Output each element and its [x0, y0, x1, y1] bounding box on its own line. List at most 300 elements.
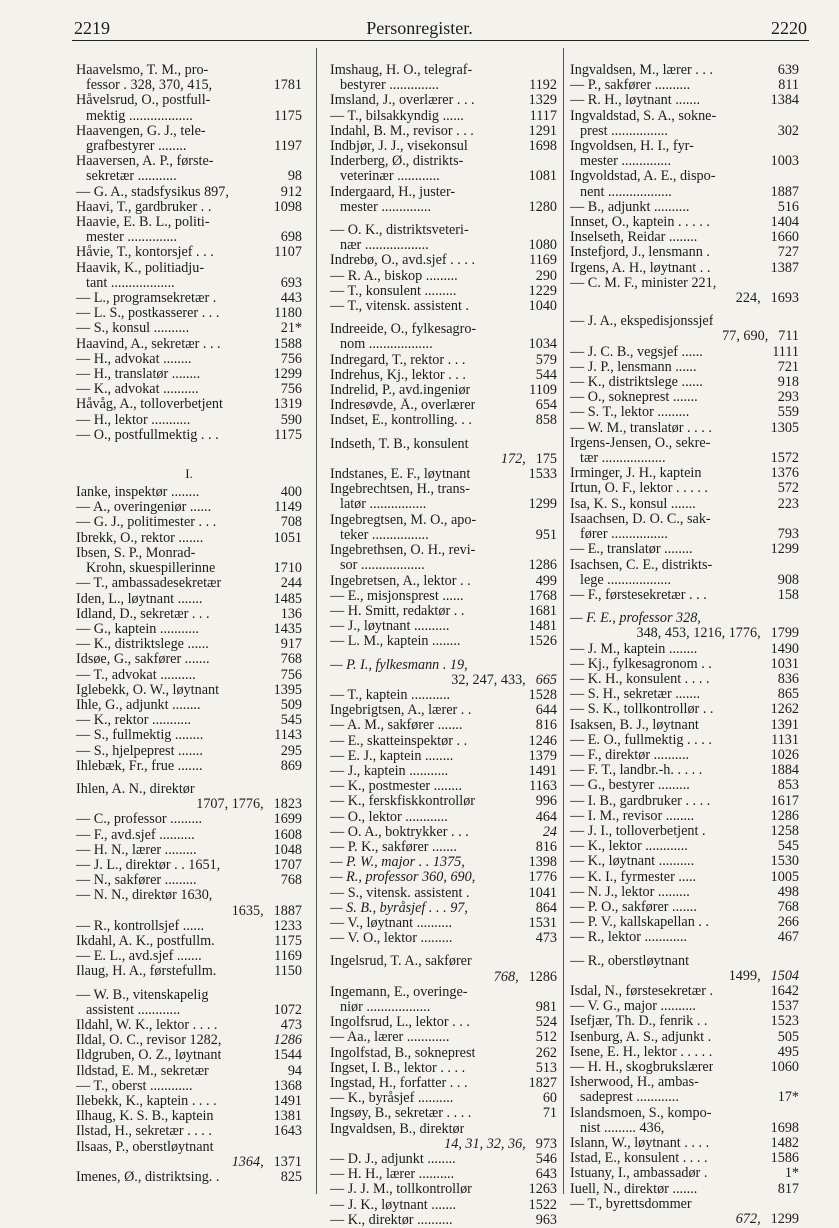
entry-text: — G. A., stadsfysikus 897, — [76, 184, 229, 200]
index-entry — [330, 368, 557, 383]
entry-text: Ildahl, W. K., lektor . . . . — [76, 1017, 218, 1033]
index-entry — [330, 558, 557, 573]
page-reference: 644 — [535, 702, 557, 719]
page-reference: 864 — [535, 899, 557, 916]
index-entry — [330, 985, 557, 1000]
index-entry — [570, 824, 799, 839]
index-column-2 — [330, 63, 557, 1228]
entry-text: Ingvaldsen, M., lærer . . . — [570, 63, 714, 78]
index-entry — [570, 276, 799, 291]
entry-text: Indregard, T., rektor . . . — [330, 352, 466, 368]
index-entry — [570, 512, 799, 527]
page-reference: 816 — [535, 717, 557, 734]
page-reference: 1608 — [273, 826, 302, 843]
page-reference: 1781 — [273, 77, 302, 94]
index-entry — [76, 154, 302, 169]
index-entry — [570, 329, 799, 344]
entry-text: — R. H., løytnant ....... — [570, 93, 701, 109]
entry-text: Ikdahl, A. K., postfullm. — [76, 933, 215, 949]
index-entry — [570, 390, 799, 405]
index-entry — [330, 284, 557, 299]
entry-text: — R., professor 360, 690, — [330, 870, 476, 886]
entry-text: Indrebø, O., avd.sjef . . . . — [330, 253, 475, 269]
index-entry — [330, 93, 557, 108]
entry-text: — H., advokat ........ — [76, 351, 192, 367]
page-reference: 1163 — [529, 778, 557, 795]
page-reference: 1379 — [528, 747, 557, 764]
page-reference: 1233 — [273, 917, 302, 934]
entry-text: — P. I., fylkesmann . 19, — [330, 657, 468, 673]
page-reference: 1887 — [770, 183, 799, 200]
index-entry — [76, 858, 302, 873]
page-reference: 825 — [280, 1169, 302, 1186]
entry-text: — F., direktør .......... — [570, 747, 690, 763]
page-reference: 1371 — [273, 1153, 302, 1170]
index-entry — [330, 1122, 557, 1137]
index-entry — [570, 405, 799, 420]
index-entry — [76, 713, 302, 728]
page-reference: 1526 — [528, 633, 557, 650]
entry-text: — S., konsul .......... — [76, 321, 190, 337]
spacer — [330, 215, 557, 223]
page-reference: 1246 — [528, 732, 557, 749]
entry-text: Ihlebæk, Fr., frue ....... — [76, 758, 203, 774]
index-entry — [570, 794, 799, 809]
index-entry — [76, 1155, 302, 1170]
index-entry — [330, 1046, 557, 1061]
entry-text: Isherwood, H., ambas- — [570, 1075, 699, 1091]
page-reference: 295 — [280, 742, 302, 759]
spacer — [570, 306, 799, 314]
index-entry — [330, 109, 557, 124]
entry-text: — Aa., lærer ............ — [330, 1030, 450, 1046]
entry-text: — E. O., fullmektig . . . . — [570, 732, 712, 748]
index-entry — [570, 900, 799, 915]
index-entry — [76, 515, 302, 530]
entry-text: — J. P., lensmann ...... — [570, 359, 697, 375]
entry-text: — N., sakfører ......... — [76, 873, 197, 889]
entry-text: — L. S., postkasserer . . . — [76, 306, 220, 322]
entry-text: — T., kaptein ........... — [330, 687, 451, 703]
page-reference: 756 — [280, 350, 302, 367]
entry-text: Ingolfsrud, L., lektor . . . — [330, 1015, 470, 1031]
entry-text: mester .............. — [86, 230, 178, 246]
spacer — [330, 429, 557, 437]
page-reference: 981 — [535, 998, 557, 1015]
entry-text: Ingvoldsen, H. I., fyr- — [570, 139, 694, 155]
index-entry — [76, 485, 302, 500]
index-entry — [570, 718, 799, 733]
index-entry — [76, 413, 302, 428]
index-entry — [330, 1152, 557, 1167]
entry-text: 32, 247, 433, — [451, 672, 526, 688]
entry-text: — S. H., sekretær ....... — [570, 687, 701, 703]
page-reference: 1034 — [528, 336, 557, 353]
index-entry — [330, 337, 557, 352]
index-entry — [330, 1167, 557, 1182]
entry-text: — H. H., lærer .......... — [330, 1167, 455, 1183]
page-reference: 1572 — [770, 450, 799, 467]
index-entry — [76, 988, 302, 1003]
spacer — [330, 946, 557, 954]
index-entry — [330, 528, 557, 543]
index-entry — [330, 1182, 557, 1197]
index-entry — [76, 919, 302, 934]
index-entry — [76, 109, 302, 124]
entry-text: Ilaug, H. A., førstefullm. — [76, 964, 217, 980]
entry-text: — H. N., lærer ......... — [76, 842, 197, 858]
index-entry — [76, 812, 302, 827]
entry-text: Irtun, O. F., lektor . . . . . — [570, 481, 708, 497]
page-reference: 1481 — [528, 618, 557, 635]
index-entry — [76, 185, 302, 200]
index-entry — [330, 1106, 557, 1121]
page-reference: 1107 — [274, 244, 302, 261]
index-entry — [76, 873, 302, 888]
entry-text: Haavind, A., sekretær . . . — [76, 336, 221, 352]
entry-text: Isaachsen, D. O. C., sak- — [570, 511, 711, 527]
page-reference: 262 — [535, 1044, 557, 1061]
page-reference: 816 — [535, 838, 557, 855]
entry-text: — J., løytnant .......... — [330, 619, 450, 635]
index-entry — [330, 497, 557, 512]
index-entry — [570, 154, 799, 169]
page-reference: 1026 — [770, 746, 799, 763]
page-reference: 1081 — [528, 168, 557, 185]
page-reference: 836 — [777, 670, 799, 687]
index-entry — [76, 828, 302, 843]
entry-text: 14, 31, 32, 36, — [444, 1136, 526, 1152]
page-reference: 1258 — [770, 822, 799, 839]
page-reference: 1117 — [529, 107, 557, 124]
entry-text: Ildal, O. C., revisor 1282, — [76, 1033, 222, 1049]
page-reference: 951 — [535, 526, 557, 543]
index-entry — [570, 63, 799, 78]
index-entry — [330, 1137, 557, 1152]
entry-text: Ingebrigtsen, A., lærer . . — [330, 703, 472, 719]
entry-text: — K. H., konsulent . . . . — [570, 671, 710, 687]
index-entry — [76, 843, 302, 858]
index-entry — [330, 779, 557, 794]
entry-text: nent .................. — [580, 184, 672, 200]
page-reference: 1823 — [273, 796, 302, 813]
index-entry — [330, 749, 557, 764]
entry-text: — T., oberst ............ — [76, 1078, 193, 1094]
page-reference: 1887 — [273, 902, 302, 919]
page-reference: 1768 — [528, 587, 557, 604]
index-entry — [330, 931, 557, 946]
index-entry — [570, 839, 799, 854]
entry-text: Isachsen, C. E., distrikts- — [570, 557, 713, 573]
page-reference: 1482 — [770, 1135, 799, 1152]
index-entry — [330, 299, 557, 314]
index-entry — [76, 1033, 302, 1048]
index-entry — [330, 169, 557, 184]
entry-text: Ilstad, H., sekretær . . . . — [76, 1124, 212, 1140]
entry-text: Irgens, A. H., løytnant . . — [570, 260, 711, 276]
index-entry — [76, 1140, 302, 1155]
index-entry — [76, 139, 302, 154]
page-reference: 1537 — [770, 998, 799, 1015]
page-reference: 1111 — [772, 343, 799, 360]
page-reference: 1109 — [529, 382, 557, 399]
entry-text: — R., lektor ............ — [570, 930, 688, 946]
index-entry — [570, 915, 799, 930]
page-reference: 918 — [777, 374, 799, 391]
index-entry — [570, 230, 799, 245]
index-entry — [76, 1094, 302, 1109]
entry-text: 1364, — [231, 1154, 264, 1170]
entry-text: Håvelsrud, O., postfull- — [76, 93, 211, 109]
page-reference: 544 — [535, 366, 557, 383]
index-column-3 — [570, 63, 799, 1227]
page-reference: 443 — [280, 290, 302, 307]
entry-text: Haavik, K., politiadju- — [76, 260, 205, 276]
entry-text: — H., lektor ........... — [76, 412, 191, 428]
index-entry — [76, 949, 302, 964]
page-reference: 293 — [777, 389, 799, 406]
page-reference: 1003 — [770, 153, 799, 170]
index-entry — [570, 558, 799, 573]
index-entry — [330, 452, 557, 467]
page-reference: 643 — [535, 1166, 557, 1183]
entry-text: — G., kaptein ........... — [76, 621, 199, 637]
entry-text: Ingebretsen, A., lektor . . — [330, 573, 471, 589]
entry-text: — E. J., kaptein ........ — [330, 748, 454, 764]
index-entry — [330, 200, 557, 215]
entry-text: — I. B., gardbruker . . . . — [570, 793, 711, 809]
index-entry — [330, 1091, 557, 1106]
page-reference: 1143 — [274, 727, 302, 744]
entry-text: Haaversen, A. P., første- — [76, 154, 214, 170]
page-reference: 1169 — [529, 252, 557, 269]
entry-text: tant .................. — [86, 275, 175, 291]
page-reference: 1286 — [770, 807, 799, 824]
entry-text: — P., sakfører .......... — [570, 78, 691, 94]
page-reference: 1491 — [273, 1093, 302, 1109]
entry-text: — H. Smitt, redaktør . . — [330, 603, 465, 619]
entry-text: — W. M., translatør . . . . — [570, 420, 712, 436]
index-entry — [570, 1121, 799, 1136]
entry-text: Isene, E. H., lektor . . . . . — [570, 1044, 713, 1060]
index-entry — [570, 954, 799, 969]
entry-text: Haavelsmo, T. M., pro- — [76, 63, 209, 78]
page-reference: 1291 — [528, 122, 557, 139]
entry-text: Isefjær, Th. D., fenrik . . — [570, 1014, 708, 1030]
index-entry — [570, 626, 799, 641]
index-entry — [76, 546, 302, 561]
page-reference: 545 — [280, 712, 302, 729]
entry-text: — T., byrettsdommer — [570, 1196, 692, 1212]
page-reference: 756 — [280, 666, 302, 683]
index-entry — [570, 542, 799, 557]
entry-text: — B., adjunkt .......... — [570, 199, 690, 215]
page-reference: 1131 — [771, 731, 799, 748]
index-entry — [76, 321, 302, 336]
page-reference: 1827 — [528, 1075, 557, 1091]
entry-text: — K., distriktslege ...... — [76, 637, 209, 653]
spacer — [330, 314, 557, 322]
index-entry — [570, 870, 799, 885]
index-entry — [330, 870, 557, 885]
entry-text: — H., translatør ........ — [76, 367, 201, 383]
left-page-number: 2219 — [74, 18, 110, 38]
index-entry — [570, 763, 799, 778]
index-entry — [76, 337, 302, 352]
page-reference: 1031 — [770, 655, 799, 672]
page-reference: 524 — [535, 1014, 557, 1031]
index-entry — [570, 78, 799, 93]
section-letter — [76, 443, 302, 485]
entry-text: — T., bilsakkyndig ...... — [330, 108, 464, 124]
entry-text: — P. O., sakfører ....... — [570, 899, 697, 915]
entry-text: — K., rektor ........... — [76, 713, 192, 729]
page-reference: 1368 — [273, 1077, 302, 1094]
entry-text: Indreeide, O., fylkesagro- — [330, 322, 477, 338]
entry-text: Isa, K. S., konsul ....... — [570, 496, 696, 512]
index-entry — [570, 1182, 799, 1197]
entry-text: — A. M., sakfører ....... — [330, 718, 463, 734]
index-entry — [570, 169, 799, 184]
index-entry — [330, 794, 557, 809]
index-entry — [570, 657, 799, 672]
page-reference: 1533 — [528, 466, 557, 483]
header-rule — [72, 40, 809, 41]
page-reference: 1490 — [770, 640, 799, 657]
entry-text: — O. K., distriktsveteri- — [330, 223, 469, 239]
entry-text: — J. A., ekspedisjonssjef — [570, 314, 714, 330]
index-entry — [76, 728, 302, 743]
entry-text: — K., advokat .......... — [76, 382, 199, 398]
index-entry — [76, 607, 302, 622]
entry-text: — Kj., fylkesagronom . . — [570, 656, 712, 672]
index-entry — [76, 1124, 302, 1139]
index-entry — [76, 78, 302, 93]
column-divider-2 — [563, 48, 564, 1194]
page-reference: 1299 — [770, 1211, 799, 1228]
page-reference: 1005 — [770, 868, 799, 885]
page-reference: 559 — [777, 404, 799, 421]
page-reference: 865 — [777, 686, 799, 703]
entry-text: Ingstad, H., forfatter . . . — [330, 1076, 468, 1091]
page-reference: 499 — [535, 572, 557, 589]
page-reference: 467 — [777, 929, 799, 946]
index-entry — [330, 673, 557, 688]
entry-text: — A., overingeniør ...... — [76, 500, 212, 516]
index-entry — [76, 561, 302, 576]
entry-text: — F., avd.sjef .......... — [76, 827, 195, 843]
entry-text: — C., professor ......... — [76, 812, 203, 828]
entry-text: Ingolfstad, B., sokneprest — [330, 1045, 476, 1061]
page-reference: 1435 — [273, 620, 302, 637]
page-reference: 498 — [777, 883, 799, 900]
page-reference: 71 — [542, 1105, 557, 1122]
entry-text: — T., konsulent ......... — [330, 283, 457, 299]
page-reference: 963 — [535, 1211, 557, 1228]
entry-text: grafbestyrer ........ — [86, 139, 187, 155]
index-entry — [76, 261, 302, 276]
page-reference: 1280 — [528, 198, 557, 215]
entry-text: 1707, 1776, — [196, 797, 264, 813]
entry-text: — T., advokat .......... — [76, 667, 196, 683]
index-entry — [330, 916, 557, 931]
index-entry — [570, 588, 799, 603]
index-entry — [330, 63, 557, 78]
page-reference: 302 — [777, 122, 799, 139]
index-entry — [570, 573, 799, 588]
page-reference: 996 — [535, 793, 557, 810]
entry-text: — F., førstesekretær . . . — [570, 587, 707, 603]
page-reference: 1048 — [273, 841, 302, 858]
index-entry — [570, 109, 799, 124]
page-reference: 768 — [777, 898, 799, 915]
entry-text: — S., vitensk. assistent . — [330, 885, 470, 901]
index-entry — [330, 810, 557, 825]
index-entry — [570, 1151, 799, 1166]
index-entry — [330, 154, 557, 169]
page-reference: 1698 — [528, 138, 557, 155]
index-entry — [570, 854, 799, 869]
page-reference: 1098 — [273, 198, 302, 215]
entry-text: Krohn, skuespillerinne — [86, 561, 216, 577]
page-reference: 1531 — [528, 914, 557, 931]
index-entry — [76, 904, 302, 919]
index-entry — [330, 718, 557, 733]
index-entry — [570, 345, 799, 360]
page-reference: 1286 — [273, 1032, 302, 1049]
index-entry — [330, 688, 557, 703]
entry-text: Ibrekk, O., rektor ....... — [76, 530, 204, 546]
entry-text: — J. J. M., tollkontrollør — [330, 1182, 472, 1198]
index-entry — [330, 513, 557, 528]
page-reference: 513 — [535, 1059, 557, 1076]
entry-text: Islann, W., løytnant . . . . — [570, 1136, 710, 1152]
page-reference: 1698 — [770, 1119, 799, 1136]
page-reference: 1693 — [770, 290, 799, 307]
index-entry — [570, 687, 799, 702]
index-entry — [570, 702, 799, 717]
index-entry — [76, 1003, 302, 1018]
page-reference: 545 — [777, 838, 799, 855]
entry-text: — R., kontrollsjef ...... — [76, 918, 205, 934]
entry-text: tær .................. — [580, 451, 666, 467]
entry-text: — G., bestyrer ......... — [570, 778, 690, 794]
page-reference: 1051 — [273, 529, 302, 546]
index-entry — [570, 451, 799, 466]
entry-text: — V., løytnant .......... — [330, 915, 453, 931]
entry-text: lege .................. — [580, 572, 672, 588]
page-reference: 290 — [535, 267, 557, 284]
index-entry — [330, 437, 557, 452]
page-reference: 1681 — [528, 602, 557, 619]
page-reference: 1080 — [528, 237, 557, 254]
entry-text: assistent ............ — [86, 1002, 181, 1018]
entry-text: — J. K., løytnant ....... — [330, 1197, 457, 1213]
entry-text: — R., oberstløytnant — [570, 953, 690, 969]
index-entry — [570, 200, 799, 215]
page-reference: 98 — [287, 168, 302, 185]
entry-text: 1499, — [728, 968, 761, 984]
index-entry — [570, 930, 799, 945]
index-entry — [330, 1198, 557, 1213]
page-reference: 1286 — [528, 557, 557, 574]
entry-text: Ingebrechtsen, H., trans- — [330, 482, 470, 498]
page-reference: 24 — [542, 823, 557, 840]
entry-text: Isdal, N., førstesekretær . — [570, 983, 714, 999]
page-reference: 1175 — [274, 107, 302, 124]
entry-text: — E. L., avd.sjef ....... — [76, 949, 202, 965]
page-reference: 223 — [777, 495, 799, 512]
